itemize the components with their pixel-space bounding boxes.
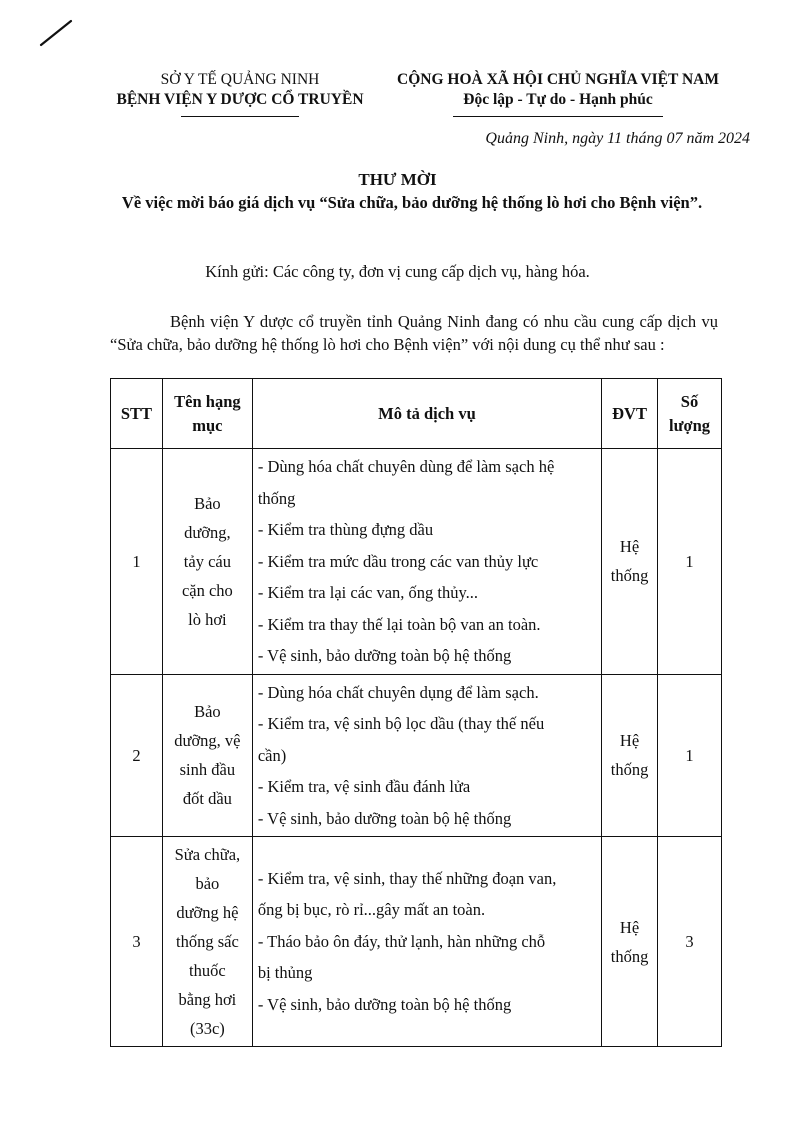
cell-line: thống sấc — [175, 932, 239, 951]
cell-line: ống bị bục, rò rỉ...gây mất an toàn. — [257, 900, 486, 920]
intro-paragraph: Bệnh viện Y dược cổ truyền tỉnh Quảng Ninh đang có nhu cầu cung cấp dịch vụ “Sửa chữa, bảo dưỡng hệ thống lò hơi cho Bệnh viện” với nội dung cụ thể như sau : — [110, 312, 718, 354]
cell-line: thuốc — [189, 961, 226, 980]
cell-unit — [602, 449, 658, 675]
cell-quantity: 1 — [658, 674, 722, 837]
cell-line: dưỡng hệ — [176, 903, 239, 922]
table-row — [111, 449, 722, 675]
cell-line: cần) — [257, 745, 287, 765]
cell-line: bằng hơi — [178, 990, 237, 1009]
cell-line: - Tháo bảo ôn đáy, thử lạnh, hàn những chỗ — [257, 931, 546, 951]
cell-line: thống — [257, 488, 296, 508]
cell-line: Hệ — [619, 537, 640, 557]
cell-line: - Vệ sinh, bảo dưỡng toàn bộ hệ thống — [257, 994, 512, 1014]
issuer-underline — [181, 116, 299, 117]
cell-line: Sửa chữa, — [174, 845, 241, 864]
table-row — [111, 837, 722, 1047]
header-description: Mô tả dịch vụ — [252, 379, 601, 449]
country-name: CỘNG HOÀ XÃ HỘI CHỦ NGHĨA VIỆT NAM — [397, 71, 719, 88]
cell-line: dưỡng, — [184, 522, 231, 542]
cell-line: - Kiểm tra, vệ sinh bộ lọc dầu (thay thế nếu — [257, 714, 545, 733]
cell-line: đốt dầu — [182, 789, 232, 809]
recipient-line: Kính gửi: Các công ty, đơn vị cung cấp dịch vụ, hàng hóa. — [205, 262, 590, 281]
cell-line: - Kiểm tra lại các van, ống thủy... — [257, 583, 479, 602]
cell-line: - Vệ sinh, bảo dưỡng toàn bộ hệ thống — [257, 808, 512, 828]
motto-underline — [453, 116, 663, 117]
cell-line: dưỡng, vệ — [174, 731, 241, 751]
cell-line: - Kiểm tra thùng đựng dầu — [257, 520, 434, 539]
cell-line: Bảo — [194, 702, 221, 722]
cell-line: - Vệ sinh, bảo dưỡng toàn bộ hệ thống — [257, 646, 512, 665]
cell-line: - Kiểm tra, vệ sinh đầu đánh lửa — [257, 777, 471, 796]
header-quantity: Số lượng — [658, 379, 722, 449]
cell-line: - Dùng hóa chất chuyên dùng để làm sạch hệ — [257, 457, 555, 476]
cell-line: - Kiểm tra, vệ sinh, thay thế những đoạn van, — [257, 868, 557, 888]
cell-line: Hệ — [619, 917, 640, 937]
national-motto: Độc lập - Tự do - Hạnh phúc — [463, 91, 653, 108]
cell-item-name — [162, 837, 252, 1047]
cell-line: - Kiểm tra mức dầu trong các van thủy lực — [257, 551, 539, 571]
cell-line: - Dùng hóa chất chuyên dụng để làm sạch. — [257, 682, 539, 702]
cell-quantity: 3 — [658, 837, 722, 1047]
cell-line: thống — [610, 566, 649, 586]
cell-line: bị thủng — [257, 963, 313, 983]
cell-line: (33c) — [189, 1019, 225, 1038]
hospital-name: BỆNH VIỆN Y DƯỢC CỔ TRUYỀN — [116, 91, 364, 108]
document-date: Quảng Ninh, ngày 11 tháng 07 năm 2024 — [485, 130, 750, 147]
cell-line: cặn cho — [181, 580, 233, 600]
service-table — [110, 378, 722, 1047]
cell-description — [252, 674, 601, 837]
cell-line: tảy cáu — [183, 551, 231, 571]
cell-line: thống — [610, 946, 649, 966]
cell-stt: 2 — [111, 674, 163, 837]
cell-line: lò hơi — [188, 609, 227, 629]
cell-line: sinh đầu — [179, 760, 236, 780]
cell-item-name — [162, 449, 252, 675]
cell-line: Hệ — [619, 731, 640, 751]
cell-line: Bảo — [194, 493, 221, 513]
cell-unit — [602, 837, 658, 1047]
header-unit: ĐVT — [602, 379, 658, 449]
cell-stt: 3 — [111, 837, 163, 1047]
national-header — [378, 70, 738, 117]
cell-quantity: 1 — [658, 449, 722, 675]
cell-line: thống — [610, 760, 649, 780]
cell-line: - Kiểm tra thay thế lại toàn bộ van an toàn. — [257, 614, 541, 634]
cell-line: bảo — [195, 874, 220, 893]
table-row — [111, 674, 722, 837]
header-stt: STT — [111, 379, 163, 449]
issuer-block — [100, 70, 380, 117]
department-name: SỞ Y TẾ QUẢNG NINH — [160, 71, 320, 88]
table-body — [111, 449, 722, 1047]
cell-description — [252, 449, 601, 675]
header-item-name: Tên hạng mục — [162, 379, 252, 449]
table-header-row — [111, 379, 722, 449]
cell-description — [252, 837, 601, 1047]
cell-stt: 1 — [111, 449, 163, 675]
document-title: THƯ MỜI — [358, 170, 437, 189]
pen-stroke-mark — [38, 18, 76, 48]
cell-item-name — [162, 674, 252, 837]
cell-unit — [602, 674, 658, 837]
document-subject: Về việc mời báo giá dịch vụ “Sửa chữa, bảo dưỡng hệ thống lò hơi cho Bệnh viện”. — [121, 193, 703, 212]
